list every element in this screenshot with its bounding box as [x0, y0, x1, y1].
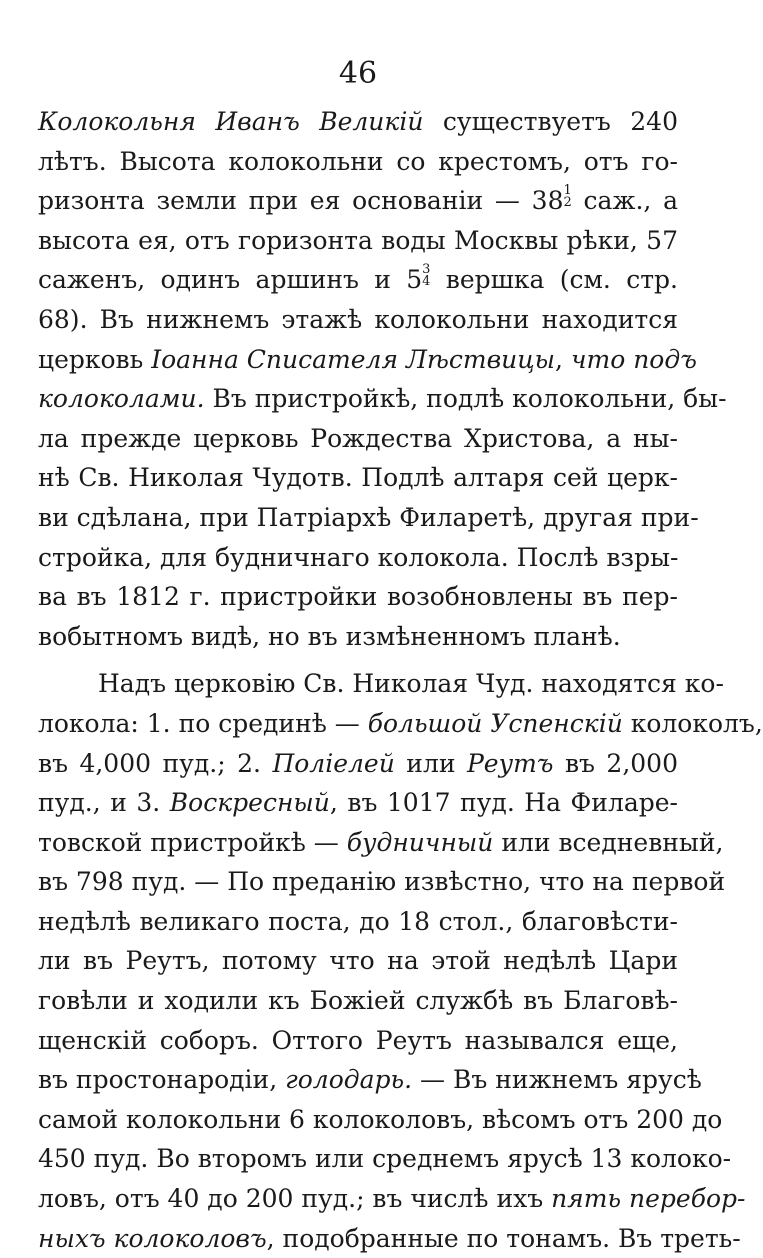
italic-text: будничный [346, 827, 494, 857]
italic-text: ныхъ колоколовъ [38, 1223, 267, 1253]
text-run: ризонта земли при ея основаніи — 38 [38, 186, 564, 216]
fraction-denominator: 2 [563, 195, 572, 211]
text-run: ли въ Реутъ, потому что на этой недѣлѣ Цари [38, 946, 678, 976]
text-line [38, 458, 678, 498]
text-run: нѣ Св. Николая Чудотв. Подлѣ алтаря сей церк- [38, 463, 678, 493]
text-run: ла прежде церковь Рождества Христова, а ны- [38, 423, 678, 453]
text-line [38, 181, 678, 221]
page-number: 46 [338, 56, 378, 91]
fraction [564, 185, 572, 209]
text-line [38, 1139, 732, 1179]
text-run: 450 пуд. Во второмъ или среднемъ ярусѣ 13 колоко- [38, 1144, 732, 1174]
text-line [38, 1021, 678, 1061]
paragraph-end-line [38, 617, 678, 657]
text-line [38, 902, 678, 942]
text-line [38, 1219, 741, 1258]
text-line [38, 102, 678, 142]
text-run: саж., а [571, 186, 678, 216]
text-line [38, 783, 678, 823]
fraction-numerator: 1 [563, 183, 572, 199]
italic-text: Колокольня Иванъ Великій [38, 107, 424, 136]
text-run: или [394, 748, 467, 778]
text-line [38, 1179, 746, 1219]
text-line [38, 941, 678, 981]
text-run: вобытномъ видѣ, но въ измѣненномъ планѣ. [38, 621, 621, 651]
text-run: локола: 1. по срединѣ — [38, 708, 368, 738]
text-run: или вседневный, [493, 827, 724, 857]
text-run: , [555, 344, 571, 374]
text-run: церковь [38, 344, 152, 374]
text-line [38, 538, 678, 578]
fraction-denominator: 4 [422, 274, 431, 290]
text-run: Надъ церковію Св. Николая Чуд. находятся ко- [98, 669, 724, 699]
text-line [38, 419, 678, 459]
text-line [38, 704, 763, 744]
text-run: ва въ 1812 г. пристройки возобновлены въ пер- [38, 582, 678, 612]
text-run: говѣли и ходили къ Божіей службѣ въ Благовѣ- [38, 986, 678, 1016]
text-run: саженъ, одинъ аршинъ и 5 [38, 265, 423, 295]
text-line [38, 300, 678, 340]
text-run: колоколъ, [622, 708, 763, 738]
italic-text: голодарь. [285, 1065, 413, 1095]
text-line [38, 1060, 702, 1100]
text-line [38, 142, 678, 182]
text-run: недѣлѣ великаго поста, до 18 стол., благовѣсти- [38, 906, 678, 936]
text-line [38, 744, 678, 784]
text-run: въ 2,000 [553, 748, 678, 778]
text-line [38, 981, 678, 1021]
text-run: въ 4,000 пуд.; 2. [38, 748, 273, 778]
text-run: товской пристройкѣ — [38, 827, 347, 857]
italic-text: Іоанна Списателя Лѣствицы [151, 344, 556, 374]
text-line [38, 221, 678, 261]
text-run: — Въ нижнемъ ярусѣ [412, 1065, 702, 1095]
text-run: , подобранные по тонамъ. Въ треть- [266, 1223, 741, 1253]
text-line [38, 260, 678, 300]
text-run: щенскій соборъ. Оттого Реутъ назывался еще, [38, 1025, 678, 1055]
text-line [38, 862, 726, 902]
text-line [38, 498, 699, 538]
text-run: самой колокольни 6 колоколовъ, вѣсомъ отъ 200 до [38, 1104, 723, 1134]
text-line [38, 379, 727, 419]
text-run: вершка (см. стр. [430, 265, 678, 295]
fraction-numerator: 3 [422, 262, 431, 278]
italic-text: Реутъ [466, 748, 554, 778]
body-text [38, 102, 763, 1258]
paragraph-start-line [38, 664, 724, 704]
text-run: Въ пристройкѣ, подлѣ колокольни, бы- [204, 384, 727, 414]
text-run: пуд., и 3. [38, 788, 170, 818]
text-run: ловъ, отъ 40 до 200 пуд.; въ числѣ ихъ [38, 1184, 552, 1214]
italic-text: Воскресный [169, 788, 330, 818]
text-run: существуетъ 240 [423, 107, 678, 136]
text-run: 68). Въ нижнемъ этажѣ колокольни находится [38, 304, 678, 334]
text-run: лѣтъ. Высота колокольни со крестомъ, отъ го- [38, 146, 678, 176]
text-run: въ 798 пуд. — По преданію извѣстно, что на первой [38, 867, 726, 897]
italic-text: большой Успенскій [367, 708, 623, 738]
italic-text: пять перебор- [551, 1184, 746, 1214]
italic-text: что подъ [570, 344, 697, 374]
text-line [38, 340, 697, 380]
italic-text: колоколами. [38, 384, 205, 414]
text-run: стройка, для будничнаго колокола. Послѣ взры- [38, 542, 679, 572]
text-line [38, 823, 724, 863]
text-line [38, 577, 678, 617]
text-line [38, 1100, 723, 1140]
text-run: въ простонародіи, [38, 1065, 286, 1095]
text-run: , въ 1017 пуд. На Филаре- [329, 788, 678, 818]
text-run: высота ея, отъ горизонта воды Москвы рѣки, 57 [38, 225, 678, 255]
text-run: ви сдѣлана, при Патріархѣ Филаретѣ, другая при- [38, 502, 699, 532]
italic-text: Поліелей [272, 748, 395, 778]
